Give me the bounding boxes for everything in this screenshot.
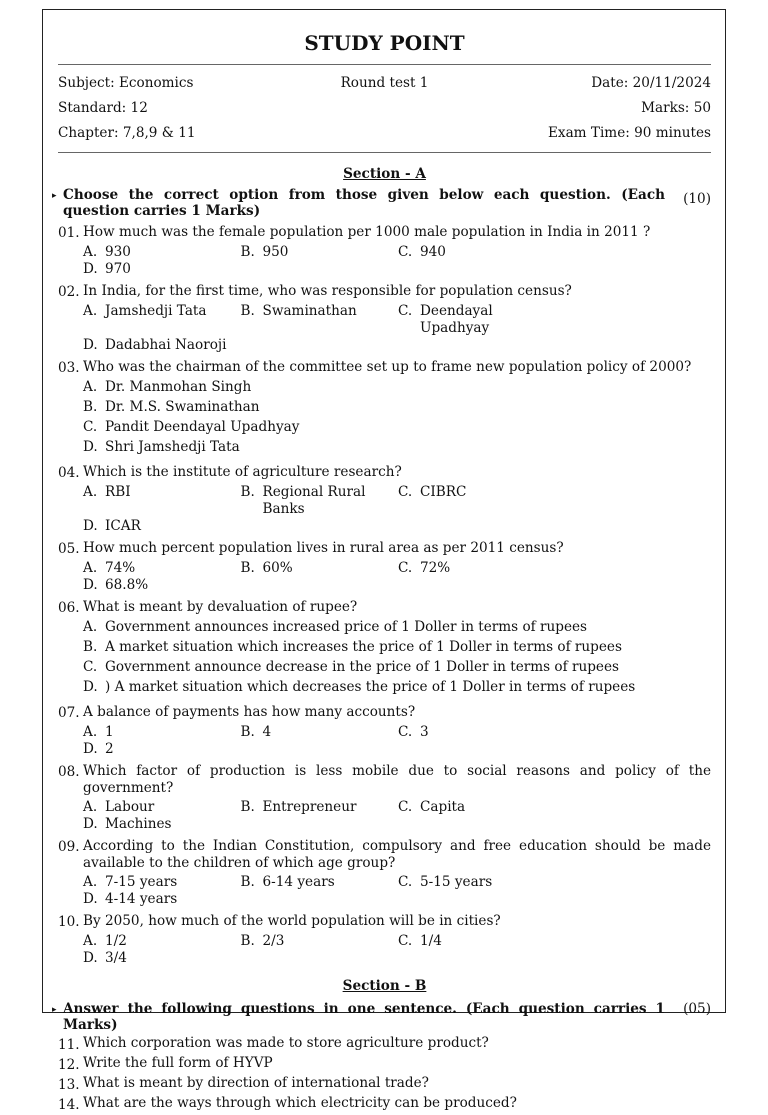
question-number: 10.	[58, 914, 80, 930]
options	[83, 244, 711, 278]
option	[241, 724, 399, 741]
option	[83, 816, 241, 833]
chapter: Chapter: 7,8,9 & 11	[58, 125, 196, 141]
option-text: 74%	[105, 560, 136, 576]
option	[398, 560, 556, 577]
question-text: Write the full form of HYVP	[83, 1055, 273, 1071]
question	[58, 913, 711, 967]
option-text: A market situation which increases the price of 1 Doller in terms of rupees	[105, 639, 622, 655]
option-letter: B.	[240, 303, 255, 319]
option-text: 950	[262, 244, 289, 260]
option-letter: B.	[240, 244, 255, 260]
option	[83, 639, 711, 656]
option-text: Dr. Manmohan Singh	[105, 379, 252, 395]
option-text: Machines	[105, 816, 172, 832]
options	[83, 933, 711, 967]
question-text: A balance of payments has how many accounts?	[83, 704, 416, 720]
section-a-instruction	[52, 187, 711, 219]
option-letter: B.	[240, 560, 255, 576]
option	[83, 874, 241, 891]
question	[58, 1075, 711, 1095]
question-line	[58, 763, 711, 797]
section-b-questions	[58, 1035, 711, 1115]
subject: Subject: Economics	[58, 75, 194, 91]
option-letter: A.	[83, 484, 98, 500]
option-text: Dadabhai Naoroji	[105, 337, 227, 353]
option-letter: C.	[398, 799, 413, 815]
option-letter: D.	[83, 337, 98, 353]
option-letter: A.	[83, 379, 98, 395]
round: Round test 1	[340, 75, 429, 91]
option	[241, 933, 399, 950]
section-a-questions	[58, 224, 711, 967]
option	[241, 244, 399, 261]
options	[83, 484, 711, 535]
total-marks: Marks: 50	[641, 100, 711, 116]
section-b-instruction	[52, 1001, 711, 1033]
option	[398, 874, 556, 891]
question	[58, 599, 711, 699]
option	[398, 799, 556, 816]
option	[398, 724, 556, 741]
option-letter: B.	[240, 933, 255, 949]
option-text: Dr. M.S. Swaminathan	[105, 399, 260, 415]
option-text: 1	[105, 724, 114, 740]
option-text: 4-14 years	[105, 891, 178, 907]
bullet-icon: ▸	[52, 1005, 57, 1015]
options	[83, 303, 711, 354]
option	[83, 439, 398, 456]
option-letter: C.	[398, 933, 413, 949]
option-text: 7-15 years	[105, 874, 178, 890]
question	[58, 1035, 711, 1055]
option-text: 6-14 years	[262, 874, 335, 890]
option-letter: B.	[83, 399, 98, 415]
option	[83, 950, 241, 967]
paper-meta	[58, 71, 711, 146]
option-text: 68.8%	[105, 577, 149, 593]
option	[83, 419, 398, 436]
question-line	[58, 283, 711, 301]
option	[83, 891, 241, 908]
option-letter: D.	[83, 679, 98, 695]
question-text: In India, for the first time, who was responsible for population census?	[83, 283, 572, 299]
option-text: Swaminathan	[262, 303, 357, 319]
option-text: 970	[105, 261, 131, 277]
section-a-marks: (10)	[683, 191, 711, 207]
option-letter: C.	[83, 659, 98, 675]
option	[83, 518, 241, 535]
options	[83, 560, 711, 594]
options	[83, 379, 711, 459]
option-text: Pandit Deendayal Upadhyay	[105, 419, 300, 435]
option-letter: B.	[240, 724, 255, 740]
option-text: 3/4	[105, 950, 127, 966]
option-letter: C.	[398, 874, 413, 890]
option-letter: C.	[398, 484, 413, 500]
option-letter: C.	[398, 244, 413, 260]
option-letter: D.	[83, 741, 98, 757]
option	[83, 679, 711, 696]
option	[83, 244, 241, 261]
option-letter: D.	[83, 891, 98, 907]
option-letter: D.	[83, 261, 98, 277]
section-b-marks: (05)	[683, 1001, 711, 1017]
option	[83, 303, 241, 337]
option-letter: D.	[83, 577, 98, 593]
question-number: 12.	[58, 1057, 80, 1073]
section-a-title: Section - A	[343, 166, 426, 182]
question-text: Which factor of production is less mobile due to social reasons and policy of the government?	[83, 763, 711, 796]
option-letter: A.	[83, 619, 98, 635]
question	[58, 704, 711, 758]
option	[83, 379, 398, 396]
option	[241, 303, 399, 337]
option	[398, 484, 556, 518]
question-text: By 2050, how much of the world population will be in cities?	[83, 913, 501, 929]
option-text: Regional Rural Banks	[262, 484, 366, 517]
question-line	[58, 540, 711, 558]
option-text: ) A market situation which decreases the price of 1 Doller in terms of rupees	[105, 679, 636, 695]
question-number: 08.	[58, 764, 80, 780]
option-letter: B.	[240, 799, 255, 815]
question	[58, 838, 711, 908]
question-number: 09.	[58, 839, 80, 855]
option	[83, 619, 711, 636]
option-text: CIBRC	[420, 484, 467, 500]
question-line	[58, 704, 711, 722]
option-text: 5-15 years	[420, 874, 493, 890]
option	[83, 933, 241, 950]
option	[398, 933, 556, 950]
question-number: 03.	[58, 360, 80, 376]
option-text: Deendayal Upadhyay	[420, 303, 493, 336]
option-text: Entrepreneur	[262, 799, 357, 815]
option-letter: B.	[240, 874, 255, 890]
option	[398, 244, 556, 261]
option-text: 940	[420, 244, 446, 260]
option-text: Government announces increased price of 1 Doller in terms of rupees	[105, 619, 588, 635]
meta-row-3	[58, 121, 711, 146]
option	[83, 577, 241, 594]
option-letter: A.	[83, 244, 98, 260]
options	[83, 724, 711, 758]
question-number: 07.	[58, 705, 80, 721]
option-text: 2/3	[262, 933, 285, 949]
option-letter: A.	[83, 724, 98, 740]
question	[58, 283, 711, 354]
option-text: Government announce decrease in the price of 1 Doller in terms of rupees	[105, 659, 619, 675]
option	[83, 560, 241, 577]
option-letter: C.	[398, 724, 413, 740]
question-number: 01.	[58, 225, 80, 241]
option-letter: C.	[83, 419, 98, 435]
section-a-instruction-text: Choose the correct option from those given below each question. (Each question carries 1 Marks)	[63, 187, 665, 219]
option-letter: A.	[83, 303, 98, 319]
question	[58, 540, 711, 594]
question-line	[58, 838, 711, 872]
question-number: 13.	[58, 1077, 80, 1093]
question-line	[58, 599, 711, 617]
question-text: Who was the chairman of the committee set up to frame new population policy of 2000?	[83, 359, 692, 375]
option-letter: A.	[83, 560, 98, 576]
option-letter: A.	[83, 799, 98, 815]
option-text: Labour	[105, 799, 155, 815]
question-number: 14.	[58, 1097, 80, 1113]
option-letter: D.	[83, 518, 98, 534]
option	[241, 560, 399, 577]
question-line	[58, 359, 711, 377]
option	[83, 741, 241, 758]
header-rule-top	[58, 64, 711, 65]
paper-title: STUDY POINT	[304, 31, 465, 55]
option-letter: D.	[83, 950, 98, 966]
meta-row-1	[58, 71, 711, 96]
option-text: 3	[420, 724, 429, 740]
question-text: What is meant by devaluation of rupee?	[83, 599, 358, 615]
question	[58, 359, 711, 459]
header-rule-bottom	[58, 152, 711, 153]
option	[398, 303, 556, 337]
question-text: How much was the female population per 1000 male population in India in 2011 ?	[83, 224, 651, 240]
section-b-title: Section - B	[342, 978, 427, 994]
option-letter: B.	[240, 484, 255, 500]
option	[83, 337, 241, 354]
option-text: 72%	[420, 560, 451, 576]
option	[83, 659, 711, 676]
option-text: 2	[105, 741, 114, 757]
option-text: Shri Jamshedji Tata	[105, 439, 240, 455]
question-number: 04.	[58, 465, 80, 481]
question-text: Which is the institute of agriculture research?	[83, 464, 402, 480]
option	[241, 874, 399, 891]
question-text: Which corporation was made to store agriculture product?	[83, 1035, 489, 1051]
question	[58, 763, 711, 833]
question-line	[58, 224, 711, 242]
question-number: 11.	[58, 1037, 80, 1053]
question-line	[58, 464, 711, 482]
option-letter: B.	[83, 639, 98, 655]
option-letter: D.	[83, 439, 98, 455]
option-text: 60%	[262, 560, 293, 576]
question	[58, 224, 711, 278]
option	[241, 484, 399, 518]
option-text: 4	[262, 724, 272, 740]
option-text: RBI	[105, 484, 131, 500]
question	[58, 464, 711, 535]
option	[83, 484, 241, 518]
question-number: 06.	[58, 600, 80, 616]
options	[83, 799, 711, 833]
option-letter: C.	[398, 560, 413, 576]
option-text: ICAR	[105, 518, 141, 534]
question-text: What is meant by direction of international trade?	[83, 1075, 429, 1091]
option-text: Capita	[420, 799, 466, 815]
question	[58, 1055, 711, 1075]
section-b-instruction-text: Answer the following questions in one sentence. (Each question carries 1 Marks)	[63, 1001, 665, 1033]
option-letter: A.	[83, 933, 98, 949]
exam-time: Exam Time: 90 minutes	[547, 125, 711, 141]
bullet-icon: ▸	[52, 191, 57, 201]
option-letter: D.	[83, 816, 98, 832]
option-text: 1/2	[105, 933, 127, 949]
question-number: 05.	[58, 541, 80, 557]
question-text: What are the ways through which electricity can be produced?	[83, 1095, 517, 1111]
question-text: How much percent population lives in rural area as per 2011 census?	[83, 540, 564, 556]
question-number: 02.	[58, 284, 80, 300]
option-text: 930	[105, 244, 131, 260]
option	[83, 724, 241, 741]
option	[83, 261, 241, 278]
option	[83, 799, 241, 816]
option	[83, 399, 398, 416]
options	[83, 619, 711, 699]
option-letter: A.	[83, 874, 98, 890]
option-letter: C.	[398, 303, 413, 319]
option	[241, 799, 399, 816]
question	[58, 1095, 711, 1115]
question-paper	[52, 28, 712, 1115]
options	[83, 874, 711, 908]
standard: Standard: 12	[58, 100, 148, 116]
date: Date: 20/11/2024	[591, 75, 712, 91]
meta-row-2	[58, 96, 711, 121]
option-text: 1/4	[420, 933, 442, 949]
option-text: Jamshedji Tata	[105, 303, 207, 319]
question-line	[58, 913, 711, 931]
question-text: According to the Indian Constitution, compulsory and free education should be made available to the children of which age group?	[83, 838, 711, 871]
